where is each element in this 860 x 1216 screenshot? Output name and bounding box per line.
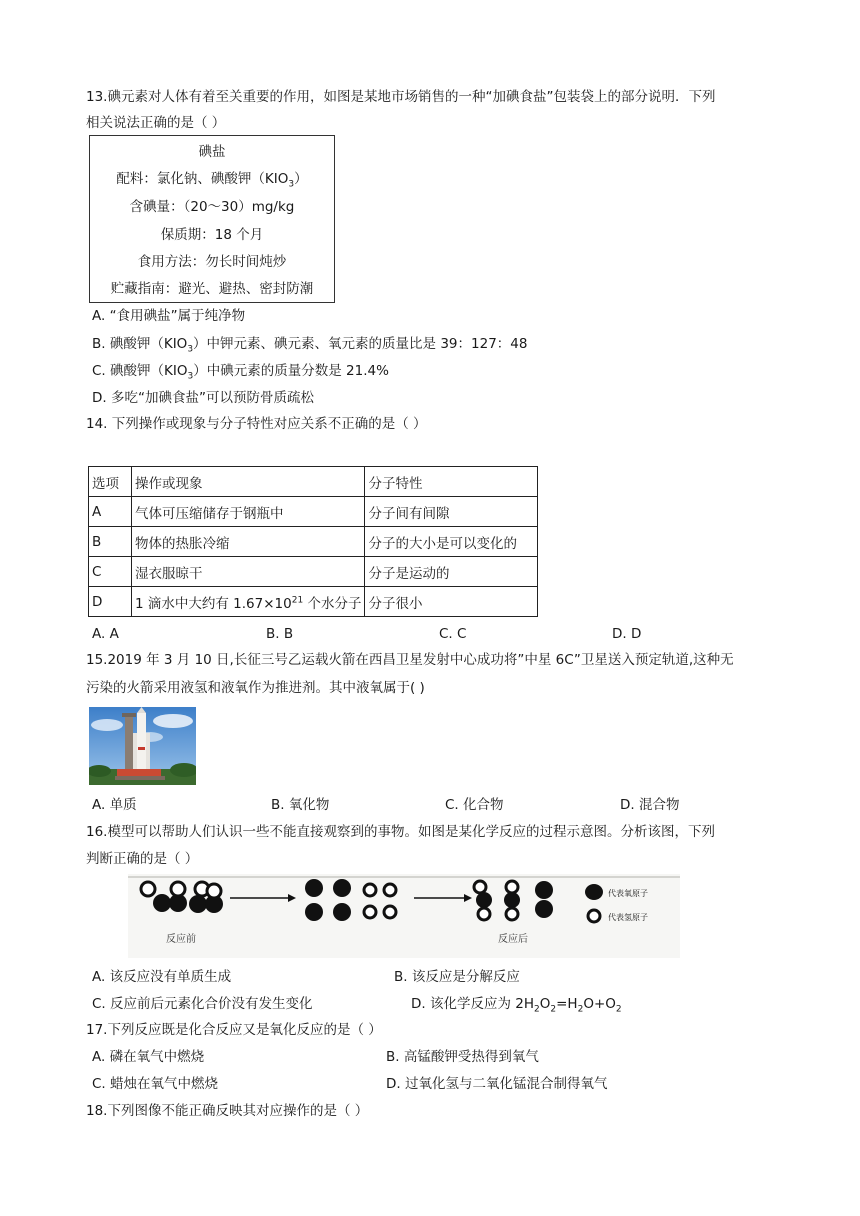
q17-stem: 17.下列反应既是化合反应又是氧化反应的是（ ）	[86, 1022, 382, 1038]
table-row	[89, 497, 538, 527]
q17-option-b: B. 高锰酸钾受热得到氧气	[386, 1049, 539, 1065]
table-cell: C	[89, 557, 132, 587]
table-row	[89, 557, 538, 587]
q16-stem-line1: 16.模型可以帮助人们认识一些不能直接观察到的事物。如图是某化学反应的过程示意图。分析该图，下列	[86, 824, 715, 840]
salt-label-shelf-life: 保质期：18 个月	[160, 227, 264, 243]
table-cell: 物体的热胀冷缩	[132, 527, 365, 557]
q15-option-a: A. 单质	[92, 797, 137, 813]
salt-label-storage: 贮藏指南：避光、避热、密封防潮	[110, 281, 314, 297]
table-header-cell: 分子特性	[365, 467, 538, 497]
table-cell: 分子的大小是可以变化的	[365, 527, 538, 557]
q17-option-a: A. 磷在氧气中燃烧	[92, 1049, 205, 1065]
q16-option-a: A. 该反应没有单质生成	[92, 969, 232, 985]
table-cell: 分子是运动的	[365, 557, 538, 587]
salt-label-box	[89, 135, 335, 303]
q18-stem: 18.下列图像不能正确反映其对应操作的是（ ）	[86, 1103, 369, 1119]
salt-label-ingredients: 配料：氯化钠、碘酸钾$(KIO_3)$	[116, 171, 308, 190]
q15-option-b: B. 氧化物	[271, 797, 330, 813]
table-cell: 分子间有间隙	[365, 497, 538, 527]
q15-stem-line2: 污染的火箭采用液氢和液氧作为推进剂。其中液氧属于( )	[86, 680, 425, 696]
q13-stem-line1: 13.碘元素对人体有着至关重要的作用，如图是某地市场销售的一种“加碘食盐”包装袋上的部分说明．下列	[86, 89, 716, 105]
salt-label-usage: 食用方法：勿长时间炖炒	[137, 254, 287, 270]
after-label: 反应后	[498, 934, 528, 945]
q15-stem-line1: 15.2019 年 3 月 10 日,长征三号乙运载火箭在西昌卫星发射中心成功将”中星 6C”卫星送入预定轨道,这种无	[86, 652, 734, 668]
salt-label-iodine-content: 含碘量：（20～30）mg/kg	[129, 199, 295, 215]
table-cell: B	[89, 527, 132, 557]
table-header-cell: 操作或现象	[132, 467, 365, 497]
q16-option-b: B. 该反应是分解反应	[394, 969, 520, 985]
molecule-property-table	[88, 466, 538, 617]
table-header-row	[89, 467, 538, 497]
q13-option-d: D. 多吃“加碘食盐”可以预防骨质疏松	[92, 390, 314, 406]
table-header-cell: 选项	[89, 467, 132, 497]
rocket-launch-image	[89, 707, 196, 785]
legend-hydrogen-atom	[588, 910, 600, 922]
q16-option-c: C. 反应前后元素化合价没有发生变化	[92, 996, 313, 1012]
q17-option-c: C. 蜡烛在氧气中燃烧	[92, 1076, 219, 1092]
salt-label-title: 碘盐	[198, 144, 226, 160]
q15-option-d: D. 混合物	[620, 797, 680, 813]
q13-stem-line2: 相关说法正确的是（ ）	[86, 115, 226, 131]
reaction-process-diagram	[128, 874, 680, 958]
legend-oxygen-label: 代表氧原子	[608, 889, 648, 898]
table-row	[89, 527, 538, 557]
q13-option-a: A. “食用碘盐”属于纯净物	[92, 308, 246, 324]
q16-option-d: D. 该化学反应为 $2H_2O_2=H_2O+O_2$	[411, 996, 622, 1015]
table-cell: 1 滴水中大约有 $1.67\times 10^{21}$ 个水分子	[132, 587, 365, 617]
table-cell: 分子很小	[365, 587, 538, 617]
q14-option-a: A. A	[92, 626, 119, 642]
before-label: 反应前	[166, 934, 196, 945]
q14-stem: 14. 下列操作或现象与分子特性对应关系不正确的是（ ）	[86, 416, 427, 432]
table-cell: A	[89, 497, 132, 527]
q16-stem-line2: 判断正确的是（ ）	[86, 851, 199, 867]
table-cell: 湿衣服晾干	[132, 557, 365, 587]
molecule-after-water-2	[504, 881, 520, 920]
table-cell: D	[89, 587, 132, 617]
legend-oxygen-atom	[585, 884, 603, 900]
table-row	[89, 587, 538, 617]
q17-option-d: D. 过氧化氢与二氧化锰混合制得氧气	[386, 1076, 608, 1092]
legend-hydrogen-label: 代表氢原子	[608, 913, 648, 922]
q15-option-c: C. 化合物	[445, 797, 504, 813]
q13-option-b: B. 碘酸钾$(KIO_3)$中钾元素、碘元素、氧元素的质量比是 39：127：48	[92, 336, 528, 355]
table-cell: 气体可压缩储存于钢瓶中	[132, 497, 365, 527]
q14-option-d: D. D	[612, 626, 642, 642]
q14-option-b: B. B	[266, 626, 294, 642]
q14-option-c: C. C	[439, 626, 467, 642]
q13-option-c: C. 碘酸钾$(KIO_3)$中碘元素的质量分数是 21.4%	[92, 363, 389, 382]
